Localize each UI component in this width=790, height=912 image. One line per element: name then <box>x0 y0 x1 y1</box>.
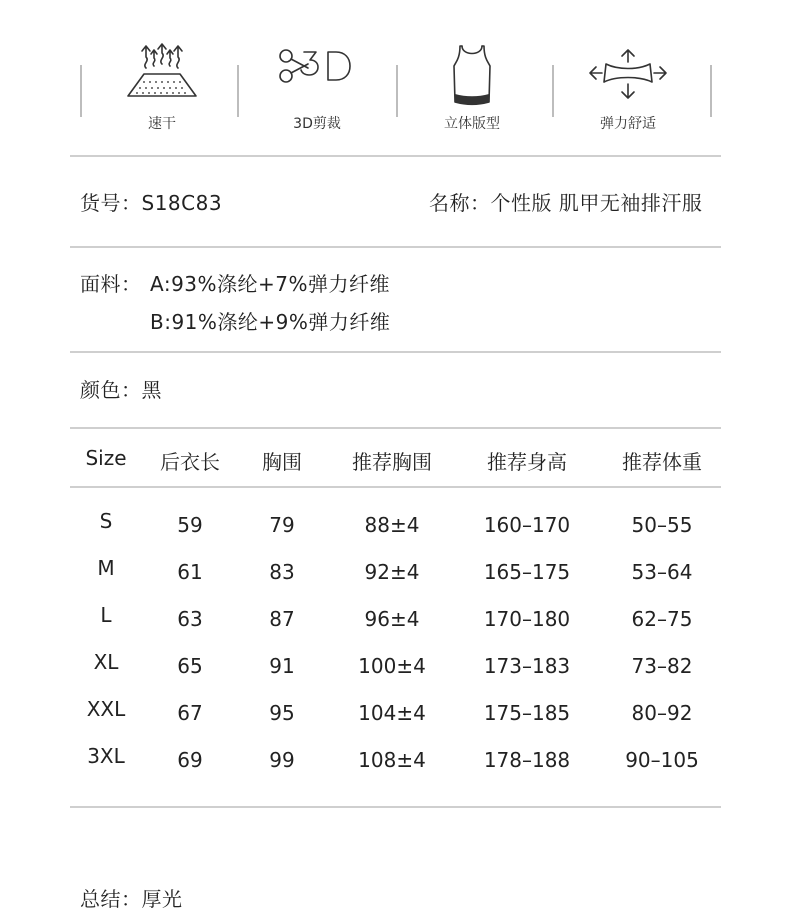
recommended-height-cell: 160–170 <box>483 513 571 537</box>
divider <box>70 486 721 488</box>
back-length-cell: 63 <box>177 607 203 631</box>
recommended-chest-cell: 88±4 <box>364 513 420 537</box>
color-value: 黑 <box>141 378 162 402</box>
back-length-header: 后衣长 <box>160 450 220 474</box>
size-cell: L <box>100 603 112 627</box>
tank-top-icon <box>450 42 494 106</box>
3d-cut-icon <box>276 42 360 92</box>
back-length-cell: 61 <box>177 560 203 584</box>
fabric-label: 面料： <box>80 272 142 296</box>
recommended-weight-cell: 50–55 <box>631 513 693 537</box>
recommended-weight-cell: 73–82 <box>631 654 693 678</box>
size-cell: 3XL <box>87 744 125 768</box>
divider <box>70 155 721 157</box>
recommended-weight-cell: 80–92 <box>631 701 693 725</box>
recommended-height-cell: 165–175 <box>483 560 571 584</box>
size-cell: XXL <box>86 697 126 721</box>
fabric-line-a: A:93%涤纶+7%弹力纤维 <box>150 272 391 296</box>
recommended-height-cell: 178–188 <box>483 748 571 772</box>
recommended-chest-cell: 108±4 <box>358 748 426 772</box>
size-cell: S <box>99 509 113 533</box>
quick-dry-icon <box>124 42 200 102</box>
chest-cell: 99 <box>269 748 295 772</box>
product-code-row <box>80 187 222 216</box>
product-code-label: 货号： <box>80 191 142 215</box>
color-row <box>80 374 162 403</box>
feature-label-3d-cut: 3D剪裁 <box>293 116 341 132</box>
recommended-weight-cell: 62–75 <box>631 607 693 631</box>
recommended-chest-cell: 104±4 <box>358 701 426 725</box>
divider <box>70 427 721 429</box>
fabric-line-b: B:91%涤纶+9%弹力纤维 <box>150 310 391 334</box>
chest-header: 胸围 <box>262 450 302 474</box>
separator <box>237 65 239 117</box>
size-cell: XL <box>93 650 119 674</box>
product-code-value: S18C83 <box>141 191 223 215</box>
color-label: 颜色： <box>80 378 142 402</box>
back-length-cell: 67 <box>177 701 203 725</box>
recommended-height-cell: 175–185 <box>483 701 571 725</box>
back-length-cell: 59 <box>177 513 203 537</box>
recommended-weight-header: 推荐体重 <box>622 450 702 474</box>
recommended-chest-cell: 92±4 <box>364 560 420 584</box>
divider <box>70 351 721 353</box>
chest-cell: 87 <box>269 607 295 631</box>
size-cell: M <box>97 556 115 580</box>
chest-cell: 83 <box>269 560 295 584</box>
back-length-cell: 65 <box>177 654 203 678</box>
product-name-value: 个性版 肌甲无袖排汗服 <box>490 191 703 215</box>
separator <box>80 65 82 117</box>
product-name-label: 名称： <box>429 191 491 215</box>
separator <box>552 65 554 117</box>
feature-label-quick-dry: 速干 <box>148 116 176 132</box>
chest-cell: 95 <box>269 701 295 725</box>
recommended-height-cell: 173–183 <box>483 654 571 678</box>
divider <box>70 806 721 808</box>
recommended-chest-cell: 96±4 <box>364 607 420 631</box>
feature-label-shape: 立体版型 <box>444 116 500 132</box>
stretch-icon <box>586 42 670 104</box>
chest-cell: 91 <box>269 654 295 678</box>
recommended-chest-cell: 100±4 <box>358 654 426 678</box>
separator <box>710 65 712 117</box>
recommended-height-header: 推荐身高 <box>487 450 567 474</box>
recommended-chest-header: 推荐胸围 <box>352 450 432 474</box>
recommended-height-cell: 170–180 <box>483 607 571 631</box>
size-header: Size <box>85 446 127 470</box>
back-length-cell: 69 <box>177 748 203 772</box>
product-name-row <box>429 187 702 216</box>
recommended-weight-cell: 90–105 <box>625 748 699 772</box>
chest-cell: 79 <box>269 513 295 537</box>
separator <box>396 65 398 117</box>
recommended-weight-cell: 53–64 <box>631 560 693 584</box>
footer-partial-text: 总结：厚光 <box>80 887 183 911</box>
divider <box>70 246 721 248</box>
feature-label-stretch: 弹力舒适 <box>600 116 656 132</box>
